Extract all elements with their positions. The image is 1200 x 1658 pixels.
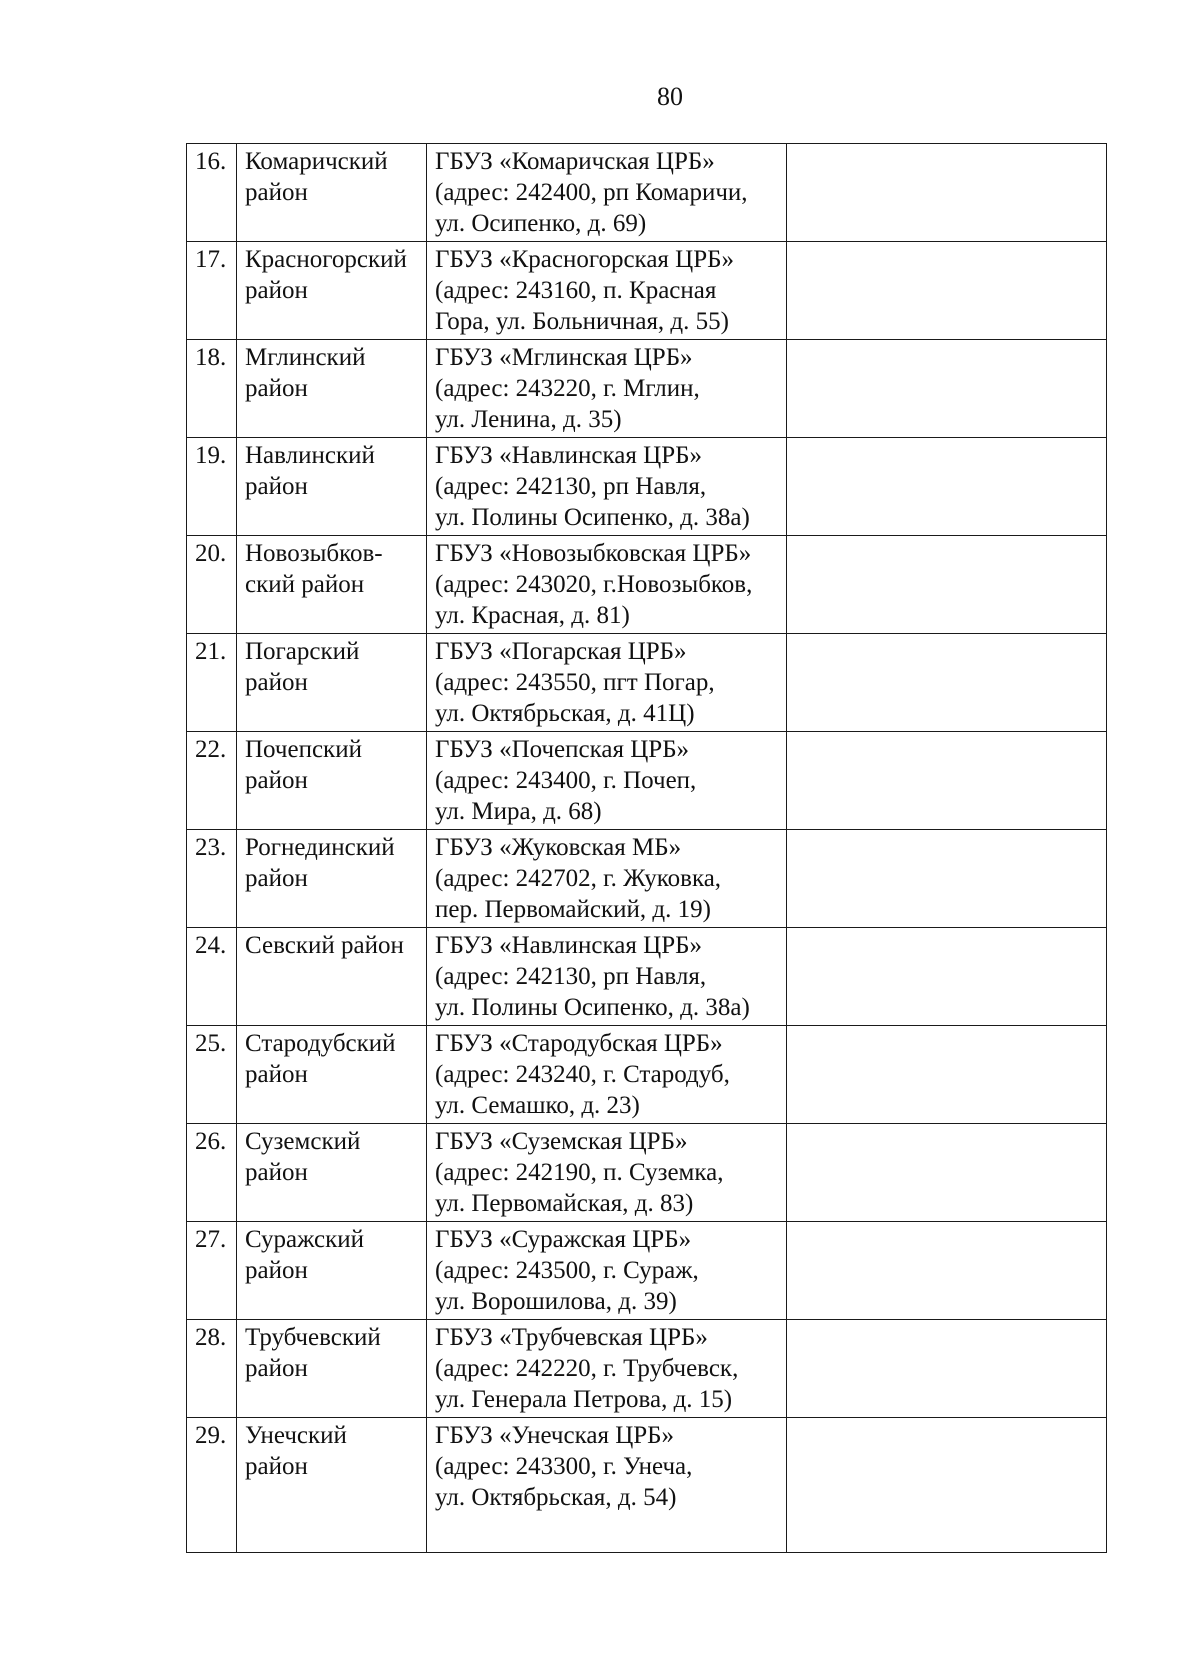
row-number: 19. [187,438,237,536]
organization-address: ГБУЗ «Жуковская МБ» (адрес: 242702, г. Жуковка, пер. Первомайский, д. 19) [427,830,787,928]
row-number: 24. [187,928,237,1026]
facilities-table [186,143,1107,1553]
empty-cell [787,340,1107,438]
organization-address: ГБУЗ «Почепская ЦРБ» (адрес: 243400, г. Почеп, ул. Мира, д. 68) [427,732,787,830]
district-name: Погарский район [237,634,427,732]
table-row [187,144,1107,242]
row-number: 20. [187,536,237,634]
district-name: Стародубский район [237,1026,427,1124]
district-name: Суземский район [237,1124,427,1222]
row-number: 21. [187,634,237,732]
empty-cell [787,830,1107,928]
page-number: 80 [657,82,683,111]
organization-address: ГБУЗ «Комаричская ЦРБ» (адрес: 242400, рп Комаричи, ул. Осипенко, д. 69) [427,144,787,242]
table-row [187,1320,1107,1418]
organization-address: ГБУЗ «Погарская ЦРБ» (адрес: 243550, пгт Погар, ул. Октябрьская, д. 41Ц) [427,634,787,732]
empty-cell [787,144,1107,242]
empty-cell [787,732,1107,830]
table-row [187,340,1107,438]
district-name: Суражский район [237,1222,427,1320]
table-row [187,634,1107,732]
empty-cell [787,1026,1107,1124]
empty-cell [787,438,1107,536]
table-row [187,732,1107,830]
empty-cell [787,928,1107,1026]
table-row [187,1222,1107,1320]
district-name: Севский район [237,928,427,1026]
district-name: Почепский район [237,732,427,830]
table-row [187,536,1107,634]
row-number: 29. [187,1418,237,1553]
row-number: 17. [187,242,237,340]
organization-address: ГБУЗ «Мглинская ЦРБ» (адрес: 243220, г. Мглин, ул. Ленина, д. 35) [427,340,787,438]
row-number: 18. [187,340,237,438]
row-number: 22. [187,732,237,830]
table-row [187,1124,1107,1222]
district-name: Навлинский район [237,438,427,536]
table-row [187,438,1107,536]
empty-cell [787,1418,1107,1553]
organization-address: ГБУЗ «Новозыбковская ЦРБ» (адрес: 243020, г.Новозыбков, ул. Красная, д. 81) [427,536,787,634]
row-number: 28. [187,1320,237,1418]
organization-address: ГБУЗ «Трубчевская ЦРБ» (адрес: 242220, г. Трубчевск, ул. Генерала Петрова, д. 15) [427,1320,787,1418]
district-name: Трубчевский район [237,1320,427,1418]
row-number: 23. [187,830,237,928]
organization-address: ГБУЗ «Стародубская ЦРБ» (адрес: 243240, г. Стародуб, ул. Семашко, д. 23) [427,1026,787,1124]
table-row [187,830,1107,928]
table-row [187,1026,1107,1124]
row-number: 25. [187,1026,237,1124]
row-number: 27. [187,1222,237,1320]
district-name: Рогнединский район [237,830,427,928]
table-row [187,928,1107,1026]
empty-cell [787,242,1107,340]
organization-address: ГБУЗ «Суражская ЦРБ» (адрес: 243500, г. Сураж, ул. Ворошилова, д. 39) [427,1222,787,1320]
row-number: 26. [187,1124,237,1222]
district-name: Мглинский район [237,340,427,438]
organization-address: ГБУЗ «Красногорская ЦРБ» (адрес: 243160, п. Красная Гора, ул. Больничная, д. 55) [427,242,787,340]
empty-cell [787,1222,1107,1320]
empty-cell [787,1320,1107,1418]
organization-address: ГБУЗ «Суземская ЦРБ» (адрес: 242190, п. Суземка, ул. Первомайская, д. 83) [427,1124,787,1222]
district-name: Комаричский район [237,144,427,242]
organization-address: ГБУЗ «Навлинская ЦРБ» (адрес: 242130, рп Навля, ул. Полины Осипенко, д. 38а) [427,928,787,1026]
table-row [187,242,1107,340]
table-row [187,1418,1107,1553]
empty-cell [787,536,1107,634]
organization-address: ГБУЗ «Навлинская ЦРБ» (адрес: 242130, рп Навля, ул. Полины Осипенко, д. 38а) [427,438,787,536]
row-number: 16. [187,144,237,242]
district-name: Красногорский район [237,242,427,340]
district-name: Унечский район [237,1418,427,1553]
empty-cell [787,1124,1107,1222]
organization-address: ГБУЗ «Унечская ЦРБ» (адрес: 243300, г. Унеча, ул. Октябрьская, д. 54) [427,1418,787,1553]
district-name: Новозыбков- ский район [237,536,427,634]
empty-cell [787,634,1107,732]
